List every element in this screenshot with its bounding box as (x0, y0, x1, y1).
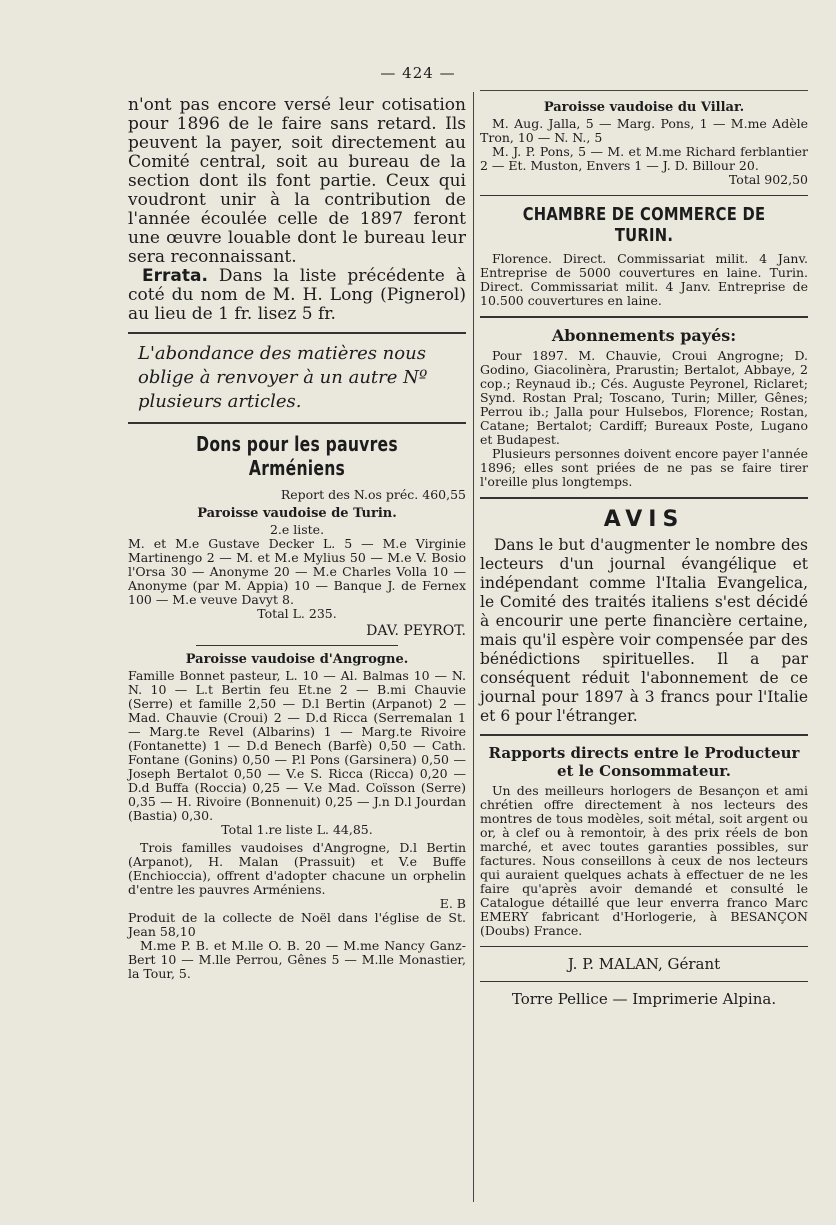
chambre-heading: CHAMBRE DE COMMERCE DE TURIN. (522, 204, 766, 246)
right-column (480, 96, 808, 1012)
top-rule (480, 90, 808, 91)
section-rule (480, 981, 808, 982)
turin-heading: Paroisse vaudoise de Turin. (197, 506, 397, 521)
familles-signature: E. B (439, 896, 466, 911)
turin-donations: M. et M.e Gustave Decker L. 5 — M.e Virginie Martinengo 2 — M. et M.e Mylius 50 — M.e V. Bosio l'Orsa 30 — Anonyme 20 — M.e Charles Volla 10 — Anonyme (par M. Appia) 10 — Banque J. de Fernex 100 — M.e veuve Davyt 8. (128, 536, 466, 607)
section-rule (480, 734, 808, 736)
abonnements-text: Pour 1897. M. Chauvie, Croui Angrogne; D. Godino, Giacolinèra, Prarustin; Bertalot, Abbaye, 2 cop.; Reynaud ib.; Cés. Auguste Peyronel, Riclaret; Synd. Rostan Pral; Toscano, Turin; Miller, Gênes; Perrou ib.; Jalla pour Hulsebos, Florence; Rostan, Catane; Bertalot; Cardiff; Bureaux Poste, Lugano et Budapest. (480, 348, 808, 447)
angrogne-heading: Paroisse vaudoise d'Angrogne. (185, 652, 409, 667)
errata-paragraph (128, 267, 466, 324)
chambre-text: Florence. Direct. Commissariat milit. 4 Janv. Entreprise de 5000 couvertures en laine. Turin. Direct. Commissariat milit. 4 Janv. Entreprise de 10.500 couvertures en laine. (480, 251, 808, 308)
page-number: — 424 — (380, 64, 456, 82)
angrogne-total: Total 1.re liste L. 44,85. (221, 822, 373, 837)
avis-text: Dans le but d'augmenter le nombre des lecteurs d'un journal évangélique et indépendant comme l'Italia Evangelica, le Comité des traités italiens s'est décidé à encourir une perte financière certaine, mais qu'il espère voir compensée par des bénédictions spirituelles. Il a par conséquent réduit l'abonnement de ce journal pour 1897 à 3 francs pour l'Italie et 6 pour l'étranger. (480, 536, 808, 725)
villar-donations-2: M. J. P. Pons, 5 — M. et M.me Richard ferblantier 2 — Et. Muston, Envers 1 — J. D. Billour 20. (480, 144, 808, 173)
turin-subheading: 2.e liste. (269, 522, 325, 537)
abonnements-reminder: Plusieurs personnes doivent encore payer l'année 1896; elles sont priées de ne pas se faire tirer l'oreille plus longtemps. (480, 446, 808, 489)
section-rule (128, 332, 466, 334)
section-rule (480, 195, 808, 196)
villar-donations-1: M. Aug. Jalla, 5 — Marg. Pons, 1 — M.me Adèle Tron, 10 — N. N., 5 (480, 116, 808, 145)
villar-heading: Paroisse vaudoise du Villar. (543, 100, 745, 115)
turin-total: Total L. 235. (257, 606, 337, 621)
report-line: Report des N.os préc. 460,55 (280, 487, 466, 502)
turin-signature: DAV. PEYROT. (366, 623, 466, 639)
familles-paragraph: Trois familles vaudoises d'Angrogne, D.l Bertin (Arpanot), H. Malan (Prassuit) et V.e Buffe (Enchioccia), offrent d'adopter chacune un orphelin d'entre les pauvres Arméniens. (128, 840, 466, 897)
abonnements-heading: Abonnements payés: (551, 326, 737, 345)
avis-heading: AVIS (603, 507, 685, 532)
final-donations: M.me P. B. et M.lle O. B. 20 — M.me Nancy Ganz-Bert 10 — M.lle Perrou, Gênes 5 — M.lle Monastier, la Tour, 5. (128, 938, 466, 981)
produit-collecte: Produit de la collecte de Noël dans l'église de St. Jean 58,10 (128, 910, 466, 939)
errata-label: Errata. (142, 266, 208, 286)
dons-heading: Dons pour les pauvres Arméniens (196, 432, 398, 480)
rapports-heading: Rapports directs entre le Producteur et le Consommateur. (488, 744, 800, 780)
section-rule (480, 316, 808, 318)
gerant-line: J. P. MALAN, Gérant (567, 955, 721, 973)
angrogne-donations: Famille Bonnet pasteur, L. 10 — Al. Balmas 10 — N. N. 10 — L.t Bertin feu Et.ne 2 — B.mi Chauvie (Serre) et famille 2,50 — D.l Bertin (Arpanot) 2 — Mad. Chauvie (Croui) 2 — D.d Ricca (Serremalan 1 — Marg.te Revel (Albarins) 1 — Marg.te Rivoire (Fontanette) 1 — D.d Benech (Barfè) 0,50 — Cath. Fontane (Gonins) 0,50 — P.l Pons (Garsinera) 0,50 — Joseph Bertalot 0,50 — V.e S. Ricca (Ricca) 0,20 — D.d Buffa (Roccia) 0,25 — V.e Mad. Coïsson (Serre) 0,35 — H. Rivoire (Bonnenuit) 0,25 — J.n D.l Jourdan (Bastia) 0,30. (128, 668, 466, 823)
imprimerie-line: Torre Pellice — Imprimerie Alpina. (511, 990, 777, 1008)
section-rule (128, 422, 466, 424)
errata-text: Dans la liste précédente à coté du nom de M. H. Long (Pignerol) au lieu de 1 fr. lisez 5 fr. (128, 266, 466, 324)
section-rule (480, 497, 808, 499)
column-divider (473, 92, 474, 1202)
section-rule (196, 645, 399, 646)
cotisation-paragraph: n'ont pas encore versé leur cotisation pour 1896 de le faire sans retard. Ils peuvent la payer, soit directement au Comité central, soit au bureau de la section dont ils font partie. Ceux qui voudront unir à la contribution de l'année écoulée celle de 1897 feront une œuvre louable dont le bureau leur sera reconnaissant. (128, 95, 466, 267)
section-rule (480, 946, 808, 947)
notice-text: L'abondance des matières nous oblige à renvoyer à un autre Nº plusieurs articles. (138, 343, 428, 412)
rapports-text: Un des meilleurs horlogers de Besançon et ami chrétien offre directement à nos lecteurs des montres de tous modèles, soit métal, soit argent ou or, à clef ou à remontoir, à des prix réels de bon marché, et avec toutes garanties possibles, sur factures. Nous conseillons à ceux de nos lecteurs qui auraient quelques achats à effectuer de ne les faire qu'après avoir demandé et consulté le Catalogue détaillé que leur enverra franco Marc EMERY fabricant d'Horlogerie, à BESANÇON (Doubs) France. (480, 783, 808, 938)
left-column (128, 96, 466, 981)
villar-total: Total 902,50 (728, 172, 808, 187)
